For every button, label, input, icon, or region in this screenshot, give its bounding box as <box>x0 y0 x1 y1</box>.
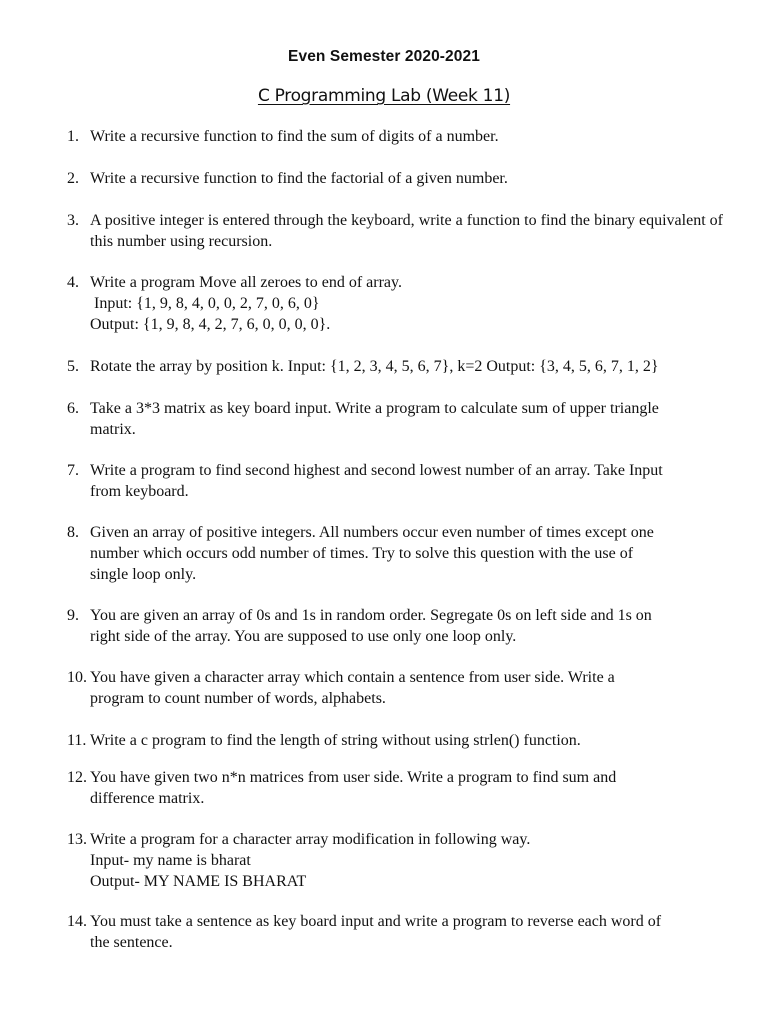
question-item-3 <box>67 210 723 252</box>
question-number: 5. <box>67 358 79 375</box>
question-item-9 <box>67 605 723 647</box>
question-item-1 <box>67 126 723 147</box>
question-text-continued: program to count number of words, alphabets. <box>90 690 386 707</box>
question-text-continued: from keyboard. <box>90 483 189 500</box>
question-number: 3. <box>67 212 79 229</box>
question-item-14 <box>67 911 723 953</box>
question-text: Write a program for a character array modification in following way. <box>90 831 531 848</box>
question-text-continued: equivalent of this number using recursion. <box>90 212 724 250</box>
question-text-continued: right side of the array. You are supposed to use only one loop only. <box>90 628 517 645</box>
question-item-13 <box>67 829 723 892</box>
question-item-7 <box>67 460 723 502</box>
question-number: 1. <box>67 128 79 145</box>
question-text: Write a program to find second highest and second lowest number of an array. Take Input <box>90 462 663 479</box>
question-item-12 <box>67 767 723 809</box>
question-number: 14. <box>67 913 87 930</box>
example-input: Input- my name is bharat <box>90 852 251 869</box>
question-text-continued: the sentence. <box>90 934 173 951</box>
question-number: 6. <box>67 400 79 417</box>
question-item-10 <box>67 667 723 709</box>
question-text: Write a recursive function to find the factorial of a given number. <box>90 170 508 187</box>
question-item-6 <box>67 398 723 440</box>
question-text: A positive integer is entered through the keyboard, write a function to find the binary <box>90 212 635 229</box>
question-item-5 <box>67 356 723 377</box>
question-number: 13. <box>67 831 87 848</box>
question-text: Given an array of positive integers. All numbers occur even number of times except one <box>90 524 654 541</box>
example-output: Output: {1, 9, 8, 4, 2, 7, 6, 0, 0, 0, 0}. <box>90 316 331 333</box>
question-text: Write a program Move all zeroes to end of array. <box>90 274 402 291</box>
question-number: 4. <box>67 274 79 291</box>
question-text-continued: single loop only. <box>90 566 197 583</box>
question-number: 12. <box>67 769 87 786</box>
question-number: 8. <box>67 524 79 541</box>
question-text: Rotate the array by position k. Input: {1, 2, 3, 4, 5, 6, 7}, k=2 Output: {3, 4, 5, 6, 7, 1, 2} <box>90 358 659 375</box>
semester-heading: Even Semester 2020-2021 <box>288 48 480 65</box>
question-number: 2. <box>67 170 79 187</box>
question-text-continued: number which occurs odd number of times. Try to solve this question with the use of <box>90 545 634 562</box>
question-text: Take a 3*3 matrix as key board input. Write a program to calculate sum of upper triangle <box>90 400 659 417</box>
question-item-8 <box>67 522 723 585</box>
question-text-continued: matrix. <box>90 421 136 438</box>
question-number: 11. <box>67 732 87 749</box>
question-text: You have given a character array which contain a sentence from user side. Write a <box>90 669 615 686</box>
question-text: You have given two n*n matrices from user side. Write a program to find sum and <box>90 769 617 786</box>
page-title: C Programming Lab (Week 11) <box>257 86 511 106</box>
question-text: Write a recursive function to find the sum of digits of a number. <box>90 128 499 145</box>
question-text-continued: difference matrix. <box>90 790 205 807</box>
question-item-2 <box>67 168 723 189</box>
question-item-11 <box>67 730 723 751</box>
example-output: Output- MY NAME IS BHARAT <box>90 873 307 890</box>
question-text: You must take a sentence as key board input and write a program to reverse each word of <box>90 913 662 930</box>
question-number: 7. <box>67 462 79 479</box>
question-text: You are given an array of 0s and 1s in random order. Segregate 0s on left side and 1s on <box>90 607 652 624</box>
question-number: 9. <box>67 607 79 624</box>
question-text: Write a c program to find the length of string without using strlen() function. <box>90 732 581 749</box>
question-number: 10. <box>67 669 87 686</box>
question-item-4 <box>67 272 723 335</box>
example-input: Input: {1, 9, 8, 4, 0, 0, 2, 7, 0, 6, 0} <box>94 295 320 312</box>
